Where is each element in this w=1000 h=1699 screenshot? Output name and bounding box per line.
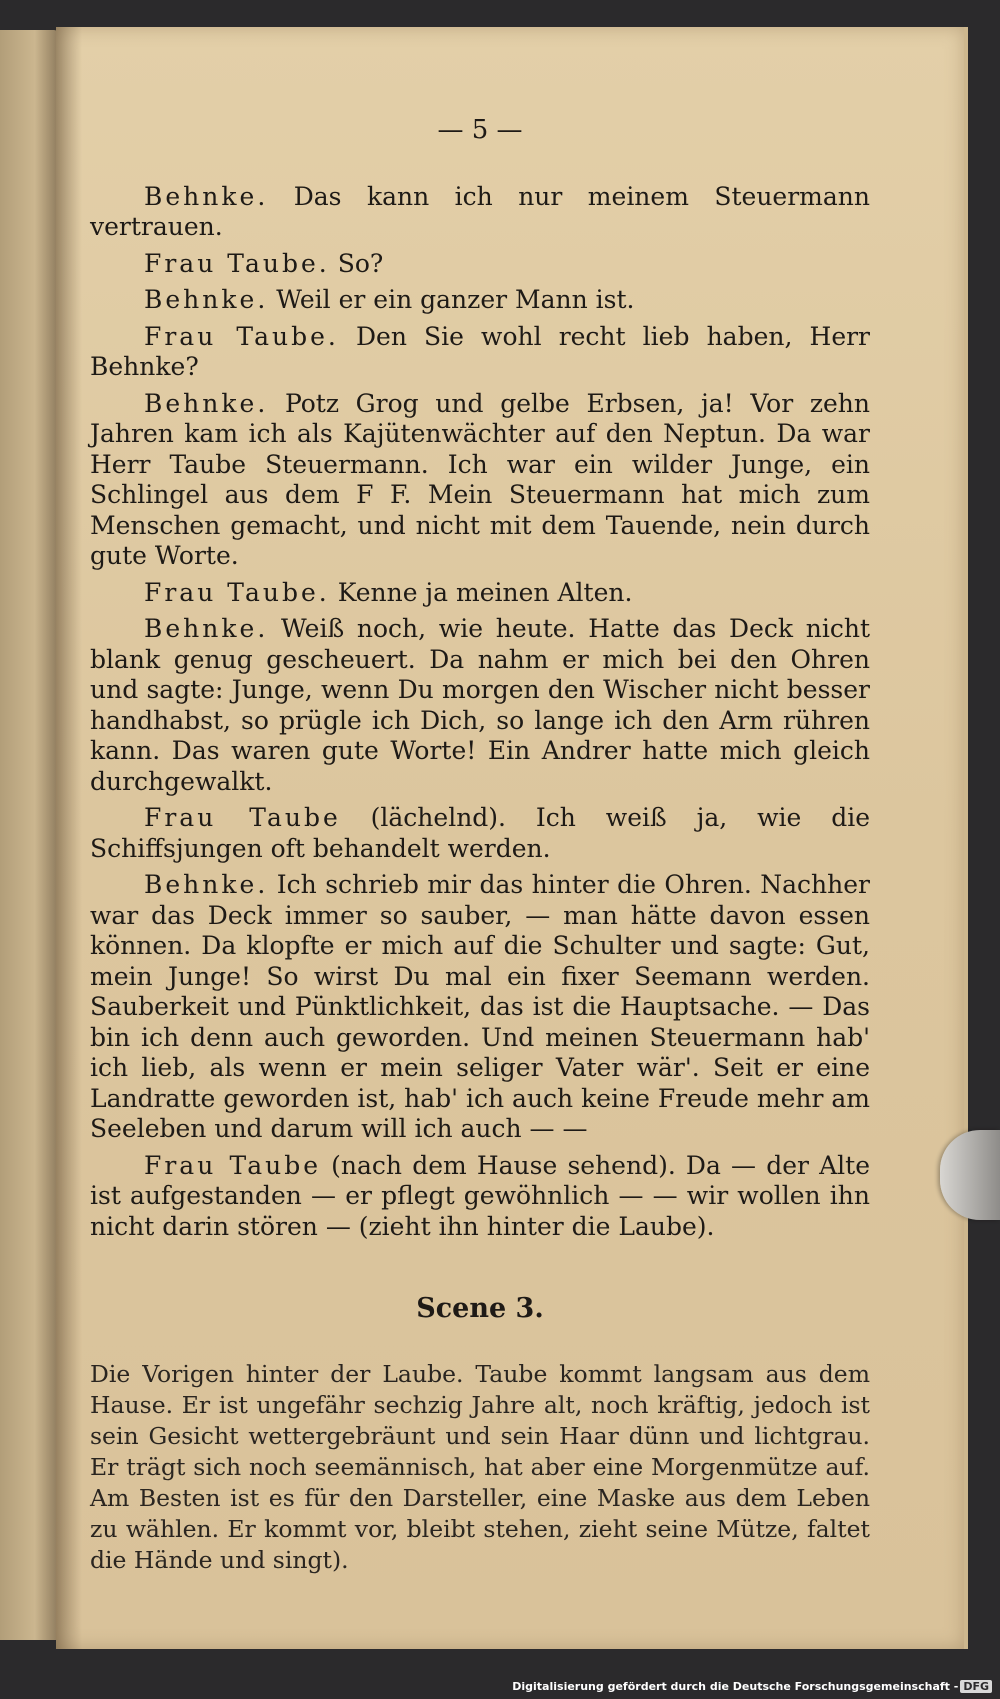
dialogue-paragraph	[90, 1151, 870, 1243]
dialogue-paragraph	[90, 285, 870, 316]
dialogue-text: (nach dem Hause sehend). Da — der Alte ist aufgestanden — er pflegt gewöhnlich — — wir wollen ihn nicht darin stören — (zieht ihn hinter die Laube).	[90, 1150, 870, 1241]
digitization-footer	[512, 1680, 992, 1693]
speaker-name: Behnke.	[144, 870, 269, 899]
dialogue-paragraph	[90, 578, 870, 609]
speaker-name: Behnke.	[144, 181, 269, 211]
dialogue-paragraph	[90, 182, 870, 243]
dialogue-text: (lächelnd). Ich weiß ja, wie die Schiffsjungen oft behandelt werden.	[90, 803, 870, 863]
dialogue-paragraph	[90, 322, 870, 383]
dfg-logo: DFG	[960, 1680, 992, 1693]
scene-heading: Scene 3.	[416, 1293, 544, 1324]
dialogue-text: Weil er ein ganzer Mann ist.	[276, 285, 635, 314]
speaker-name: Frau Taube.	[144, 577, 330, 607]
speaker-name: Frau Taube	[144, 803, 341, 832]
page-gutter-shadow	[56, 27, 82, 1649]
speaker-name: Frau Taube	[144, 1150, 321, 1180]
dialogue-paragraph	[90, 389, 870, 572]
dialogue-text: Das kann ich nur meinem Steuermann vertrauen.	[90, 181, 870, 241]
dialogue-paragraph	[90, 803, 870, 864]
dialogue-paragraph	[90, 870, 870, 1145]
dialogue-paragraph	[90, 249, 870, 280]
dialogue-text: Potz Grog und gelbe Erbsen, ja! Vor zehn Jahren kam ich als Kajütenwächter auf den Neptun. Da war Herr Taube Steuermann. Ich war ein wilder Junge, ein Schlingel aus dem F F. Mein Steuermann hat mich zum Menschen gemacht, und nicht mit dem Tauende, nein durch gute Worte.	[90, 388, 870, 570]
footer-text: Digitalisierung gefördert durch die Deutsche Forschungsgemeinschaft -	[512, 1680, 959, 1693]
speaker-name: Behnke.	[144, 614, 269, 643]
previous-page-edge	[0, 30, 58, 1640]
dialogue-text: So?	[337, 248, 384, 278]
speaker-name: Frau Taube.	[144, 248, 330, 278]
dialogue-paragraph	[90, 614, 870, 797]
dialogue-text: Weiß noch, wie heute. Hatte das Deck nicht blank genug gescheuert. Da nahm er mich bei den Ohren und sagte: Junge, wenn Du morgen den Wischer nicht besser handhabst, so prügle ich Dich, so lange ich den Arm rühren kann. Das waren gute Worte! Ein Andrer hatte mich gleich durchgewalkt.	[90, 614, 870, 796]
dialogue-text: Den Sie wohl recht lieb haben, Herr Behnke?	[90, 321, 871, 381]
dialogue-text: Kenne ja meinen Alten.	[337, 577, 633, 607]
dialogue-text: Ich schrieb mir das hinter die Ohren. Nachher war das Deck immer so sauber, — man hätte davon essen können. Da klopfte er mich auf die Schulter und sagte: Gut, mein Junge! So wirst Du mal ein fixer Seemann werden. Sauberkeit und Pünktlichkeit, das ist die Hauptsache. — Das bin ich denn auch geworden. Und meinen Steuermann hab' ich lieb, als wenn er mein seliger Vater wär'. Seit er eine Landratte geworden ist, hab' ich auch keine Freude mehr am Seeleben und darum will ich auch — —	[90, 870, 871, 1143]
stage-direction: Die Vorigen hinter der Laube. Taube kommt langsam aus dem Hause. Er ist ungefähr sechzig Jahre alt, noch kräftig, jedoch ist sein Gesicht wettergebräunt und sein Haar dünn und lichtgrau. Er trägt sich noch seemännisch, hat aber eine Morgenmütze auf. Am Besten ist es für den Darsteller, eine Maske aus dem Leben zu wählen. Er kommt vor, bleibt stehen, zieht seine Mütze, faltet die Hände und singt).	[90, 1359, 870, 1574]
page-number: — 5 —	[437, 115, 523, 145]
speaker-name: Behnke.	[144, 388, 269, 418]
page-text	[90, 115, 870, 1576]
speaker-name: Behnke.	[144, 285, 269, 314]
speaker-name: Frau Taube.	[144, 321, 339, 351]
